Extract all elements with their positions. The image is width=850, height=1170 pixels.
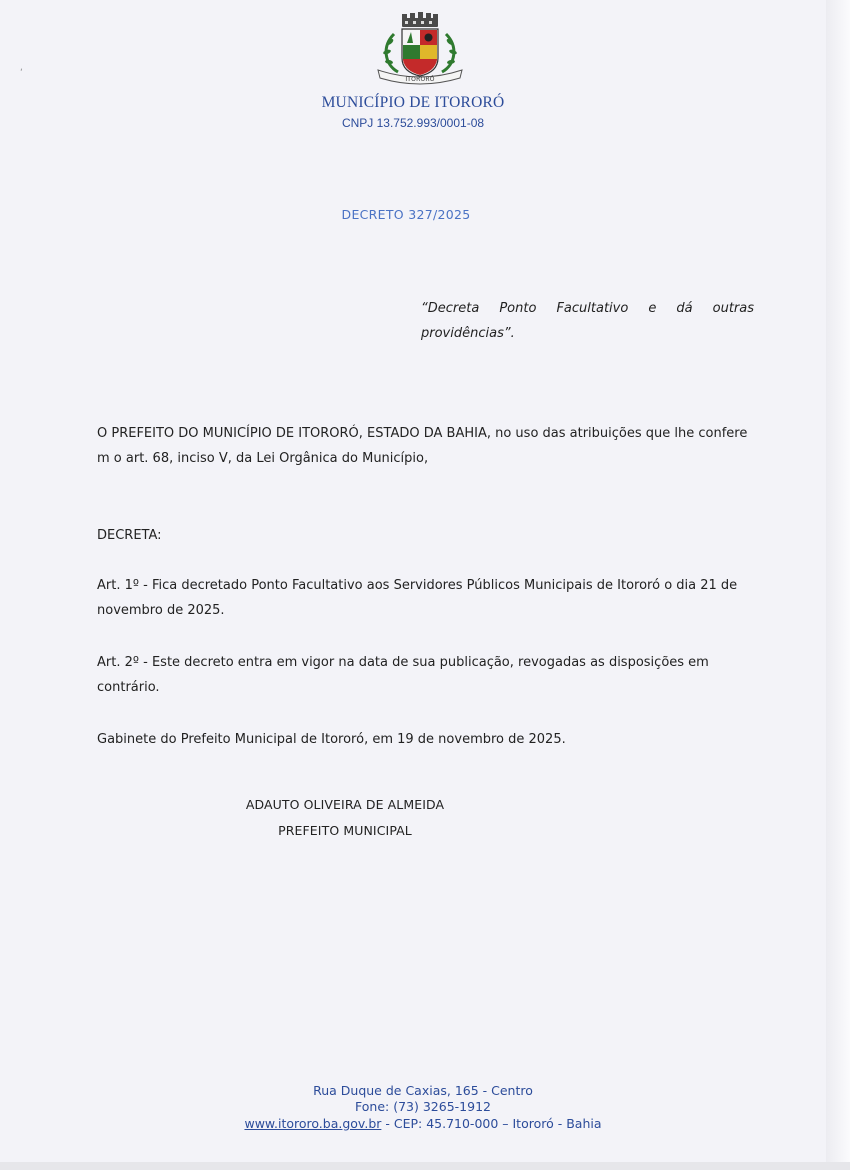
footer-cep-city: - CEP: 45.710-000 – Itororó - Bahia: [381, 1116, 602, 1131]
signer-role: PREFEITO MUNICIPAL: [278, 823, 412, 838]
scan-speck: ‘: [20, 68, 23, 78]
footer-contact-line: [0, 1116, 846, 1131]
scan-bottom-edge: [0, 1162, 850, 1170]
decree-article-1: Art. 1º - Fica decretado Ponto Facultativo aos Servidores Públicos Municipais de Itororó o dia 21 de novembro de 2025.: [97, 578, 738, 618]
footer-address: Rua Duque de Caxias, 165 - Centro: [313, 1083, 533, 1098]
decree-ementa: [421, 296, 754, 346]
coat-of-arms-label: ITORORÓ: [405, 76, 435, 83]
footer-phone: Fone: (73) 3265-1912: [355, 1099, 491, 1114]
ementa-line-1: “Decreta Ponto Facultativo e dá outras: [421, 301, 754, 316]
decree-closing: Gabinete do Prefeito Municipal de Itororó, em 19 de novembro de 2025.: [97, 732, 566, 747]
decree-decreta: DECRETA:: [97, 528, 162, 543]
decree-number: DECRETO 327/2025: [341, 207, 471, 222]
scan-edge: [826, 0, 850, 1170]
municipality-title: MUNICÍPIO DE ITORORÓ: [321, 94, 505, 111]
footer-website-link[interactable]: www.itororo.ba.gov.br: [244, 1116, 382, 1131]
decree-preamble: O PREFEITO DO MUNICÍPIO DE ITORORÓ, ESTADO DA BAHIA, no uso das atribuições que lhe confere​m o art. 68, inciso V, da Lei Orgânica do Município,: [97, 426, 748, 466]
municipality-cnpj: CNPJ 13.752.993/0001-08: [341, 116, 485, 130]
signer-name: ADAUTO OLIVEIRA DE ALMEIDA: [245, 797, 445, 812]
ementa-line-2: providências”.: [421, 326, 515, 341]
decree-article-2: Art. 2º - Este decreto entra em vigor na data de sua publicação, revogadas as disposições em contrário.: [97, 655, 709, 695]
